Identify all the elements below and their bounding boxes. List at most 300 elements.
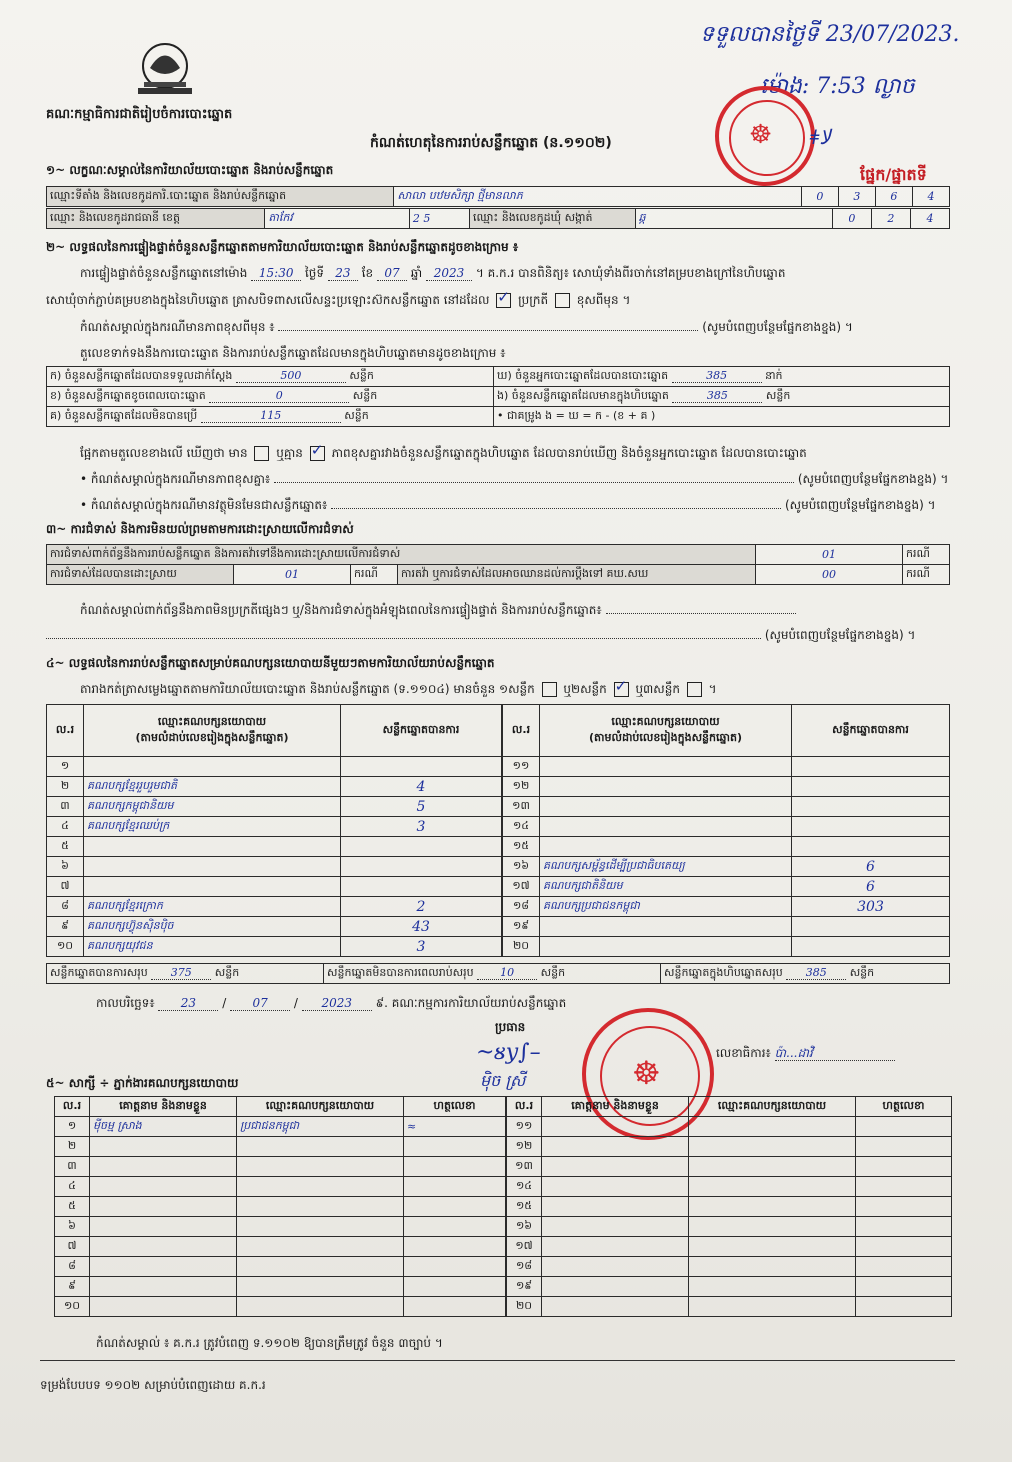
row-number: ១៧ [507, 1237, 542, 1257]
table-row [507, 1217, 952, 1237]
diff-label: ខុសពីមុន [576, 293, 619, 307]
unit-label: ផ្នែក/ផ្នាតទី [860, 165, 927, 184]
witness-signature [404, 1197, 506, 1217]
table-row [47, 837, 502, 857]
discrepancy-label: ផ្អែកតាមតួលេខខាងលើ ឃើញថា មាន [80, 446, 248, 460]
figure-c-label: គ) ចំនួនសន្លឹកឆ្នោតដែលមិនបានប្រើ [50, 408, 198, 422]
party-votes: 3 [341, 817, 502, 837]
witness-party [237, 1217, 404, 1237]
discrepancy-desc: ភាពខុសគ្នារវាងចំនួនសន្លឹកឆ្នោតក្នុងហិបឆ្នោត ដែលបានរាប់ឃើញ និងចំនួនអ្នកបោះឆ្នោត ដែលបានបោះឆ្នោត [331, 446, 807, 460]
table-row [507, 1157, 952, 1177]
witness-signature [856, 1237, 952, 1257]
party-votes [792, 817, 950, 837]
row-number: ១ [47, 757, 84, 777]
results-col-no: ល.រ [47, 705, 84, 757]
province-label: ឈ្មោះ និងលេខកូដរាជធានី ខេត្ត [47, 209, 265, 229]
party-name [540, 917, 792, 937]
witness-party [689, 1157, 856, 1177]
figure-b-value: 0 [209, 389, 349, 403]
results-col-no: ល.រ [503, 705, 540, 757]
section5-heading: ៥~ សាក្សី ÷ ភ្នាក់ងារគណបក្សនយោបាយ [46, 1076, 239, 1090]
row-number: ១១ [503, 757, 540, 777]
seal-line: សោឃុំចាក់ភ្ជាប់គម្របខាងក្នុងនៃហិបឆ្នោត ត្រាសបិទពាសលើសន្ទះប្រឡោះស៊កសន្លឹកឆ្នោត នៅដដែល ✓ ប្រក្រតី ខុសពីមុន ។ [46, 293, 630, 308]
results-col-party [84, 705, 341, 757]
table-row [47, 917, 502, 937]
commune-code-digit: 2 [871, 209, 910, 229]
verify-day: 23 [328, 266, 358, 281]
total-invalid-label: សន្លឹកឆ្នោតមិនបានការពេលរាប់សរុប [327, 965, 474, 979]
col-party-sub: (តាមលំដាប់លេខរៀងក្នុងសន្លឹកឆ្នោត) [589, 730, 742, 744]
figure-d-label: ឃ) ចំនួនអ្នកបោះឆ្នោតដែលបានបោះឆ្នោត [497, 368, 669, 382]
row-number: ៥ [55, 1197, 90, 1217]
date-year: 2023 [302, 996, 372, 1011]
party-votes [792, 837, 950, 857]
party-votes: 3 [341, 937, 502, 957]
party-name [540, 837, 792, 857]
irregularity-field[interactable] [606, 613, 796, 614]
witness-col-name: គោត្តនាម និងនាមខ្លួន [542, 1097, 689, 1117]
party-name: គណបក្សយុវជន [84, 937, 341, 957]
witness-name [542, 1297, 689, 1317]
verification-text-c: ខែ [361, 266, 374, 280]
table-row [503, 937, 950, 957]
witness-party [237, 1237, 404, 1257]
figure-d-unit: នាក់ [765, 368, 783, 382]
table-row [507, 1137, 952, 1157]
date-line: កាលបរិច្ឆេទ៖ 23 / 07 / 2023 ៩. គណៈកម្មការការិយាល័យរាប់សន្លឹកឆ្នោត [96, 996, 567, 1010]
difference-note-hint: (សូមបំពេញបន្ថែមផ្នែកខាងខ្នង) ។ [702, 320, 853, 334]
party-votes [792, 937, 950, 957]
irregularity-note [80, 603, 796, 617]
row-number: ២០ [503, 937, 540, 957]
witness-signature [404, 1257, 506, 1277]
received-time: ម៉ោង: 7:53 ល្ងាច [760, 74, 915, 99]
has-discrepancy-checkbox[interactable] [254, 446, 269, 461]
verify-time: 15:30 [251, 266, 301, 281]
appeal-label: ការតវ៉ា ឬការជំទាស់ដែលអាចឈានដល់ការប្ដឹងទៅ គឃ.សឃ [398, 565, 756, 585]
witness-name [542, 1157, 689, 1177]
one-sheet-checkbox[interactable] [542, 682, 557, 697]
location-value: សាលា បឋមសិក្សា ថ្មីមានលាភ [394, 187, 801, 207]
row-number: ៨ [47, 897, 84, 917]
table-row [47, 897, 502, 917]
official-stamp-bottom: ☸ [582, 1008, 714, 1140]
foreign-object-line [80, 498, 936, 512]
row-number: ១ [55, 1117, 90, 1137]
total-valid [47, 964, 324, 984]
figure-a [47, 367, 494, 387]
figures-intro: តួលេខទាក់ទងនឹងការបោះឆ្នោត និងការរាប់សន្លឹកឆ្នោតដែលមានក្នុងហិបឆ្នោតមានដូចខាងក្រោម ៖ [80, 346, 506, 360]
verify-month: 07 [377, 266, 407, 281]
witness-signature [404, 1217, 506, 1237]
row-number: ៨ [55, 1257, 90, 1277]
witness-table-left [54, 1096, 506, 1317]
party-name [84, 857, 341, 877]
secretary-signature: ប៉ា...ដាវិ [775, 1046, 895, 1061]
table-row [503, 917, 950, 937]
appeal-value: 00 [756, 565, 903, 585]
witness-party [237, 1157, 404, 1177]
witness-signature [856, 1177, 952, 1197]
section3-heading: ៣~ ការជំទាស់ និងការមិនយល់ព្រមតាមការដោះស្រាយលើការជំទាស់ [46, 522, 354, 536]
witness-name [90, 1237, 237, 1257]
province-code: 2 5 [409, 209, 469, 229]
committee-sign-label: ៩. គណៈកម្មការការិយាល័យរាប់សន្លឹកឆ្នោត [375, 996, 567, 1010]
total-valid-unit: សន្លឹក [214, 965, 240, 979]
party-votes [792, 777, 950, 797]
row-number: ២ [55, 1137, 90, 1157]
table-row [55, 1197, 506, 1217]
row-number: ១០ [55, 1297, 90, 1317]
row-number: ១៩ [507, 1277, 542, 1297]
row-number: ១៥ [507, 1197, 542, 1217]
party-votes: 303 [792, 897, 950, 917]
witness-signature [856, 1157, 952, 1177]
witness-col-sign: ហត្ថលេខា [856, 1097, 952, 1117]
witness-name [542, 1137, 689, 1157]
resolved-unit: ករណី [351, 565, 398, 585]
province-value: តាកែវ [265, 209, 410, 229]
witness-party [689, 1257, 856, 1277]
total-invalid-unit: សន្លឹក [540, 965, 566, 979]
col-party-title: ឈ្មោះគណបក្សនយោបាយ [157, 714, 267, 728]
chair-name-handwritten: ម៉ិច ស្រី [480, 1071, 526, 1090]
witness-party [237, 1177, 404, 1197]
no-discrepancy-checkbox[interactable] [310, 446, 325, 461]
witness-party [689, 1197, 856, 1217]
code-digit: 6 [875, 187, 912, 207]
witness-party [689, 1237, 856, 1257]
witness-col-sign: ហត្ថលេខា [404, 1097, 506, 1117]
table-row [55, 1217, 506, 1237]
table-row [55, 1297, 506, 1317]
witness-name [90, 1277, 237, 1297]
table-row [507, 1277, 952, 1297]
col-party-sub: (តាមលំដាប់លេខរៀងក្នុងសន្លឹកឆ្នោត) [135, 730, 289, 744]
commune-label: ឈ្មោះ និងលេខកូដឃុំ សង្កាត់ [470, 209, 636, 229]
witness-party [689, 1277, 856, 1297]
location-label: ឈ្មោះទីតាំង និងលេខកូដការិ.បោះឆ្នោត និងរាប់សន្លឹកឆ្នោត [47, 187, 394, 207]
row-number: ១២ [503, 777, 540, 797]
witness-party [689, 1297, 856, 1317]
total-invalid [324, 964, 661, 984]
witness-party [237, 1297, 404, 1317]
figure-c-value: 115 [201, 409, 341, 423]
total-invalid-value: 10 [477, 966, 537, 980]
table-row [47, 757, 502, 777]
table-row [503, 817, 950, 837]
results-table-left [46, 704, 502, 957]
witness-signature [856, 1217, 952, 1237]
appeal-unit: ករណី [903, 565, 950, 585]
table-row [507, 1197, 952, 1217]
complaints-value: 01 [756, 545, 903, 565]
results-table-right [502, 704, 950, 957]
table-row [503, 897, 950, 917]
witness-col-party: ឈ្មោះគណបក្សនយោបាយ [689, 1097, 856, 1117]
row-number: ៩ [47, 917, 84, 937]
secretary-label: លេខាធិការ [716, 1046, 766, 1060]
table-row [503, 857, 950, 877]
total-box [661, 964, 950, 984]
witness-signature [404, 1177, 506, 1197]
witness-name [542, 1217, 689, 1237]
two-sheet-checkbox[interactable] [614, 682, 629, 697]
witness-name [90, 1257, 237, 1277]
form-title: កំណត់ហេតុនៃការរាប់សន្លឹកឆ្នោត (ន.១១០២) [370, 135, 612, 151]
row-number: ១៨ [507, 1257, 542, 1277]
table-row [507, 1297, 952, 1317]
table-row [55, 1237, 506, 1257]
party-votes [792, 917, 950, 937]
row-number: ១៣ [503, 797, 540, 817]
witness-signature [404, 1297, 506, 1317]
table-row [47, 797, 502, 817]
row-number: ១៥ [503, 837, 540, 857]
same-checkbox[interactable] [496, 293, 511, 308]
table-row [47, 777, 502, 797]
party-votes: 4 [341, 777, 502, 797]
table-row [503, 877, 950, 897]
witness-party: ប្រជាជនកម្ពុជា [237, 1117, 404, 1137]
figure-e-unit: សន្លឹក [765, 388, 791, 402]
verification-text-b: ថ្ងៃទី [305, 266, 325, 280]
commune-code-digit: 0 [832, 209, 871, 229]
complaints-unit: ករណី [903, 545, 950, 565]
complaints-label: ការជំទាស់ពាក់ព័ន្ធនឹងការរាប់សន្លឹកឆ្នោត និងការតវ៉ាទៅនឹងការដោះស្រាយលើការជំទាស់ [47, 545, 756, 565]
party-name [540, 937, 792, 957]
row-number: ៩ [55, 1277, 90, 1297]
witness-name [542, 1237, 689, 1257]
verification-line [80, 266, 785, 281]
foreign-object-hint: (សូមបំពេញបន្ថែមផ្នែកខាងខ្នង) ។ [784, 498, 936, 512]
witness-signature: ≈ [404, 1117, 506, 1137]
row-number: ៤ [55, 1177, 90, 1197]
row-number: ១៤ [507, 1177, 542, 1197]
same-label: ប្រក្រតី [518, 293, 549, 307]
section1-heading: ១~ លក្ខណៈសម្គាល់នៃការិយាល័យបោះឆ្នោត និងរាប់សន្លឹកឆ្នោត [46, 163, 334, 177]
resolved-label: ការជំទាស់ដែលបានដោះស្រាយ [47, 565, 234, 585]
party-votes: 6 [792, 857, 950, 877]
party-votes [792, 757, 950, 777]
witness-col-name: គោត្តនាម និងនាមខ្លួន [90, 1097, 237, 1117]
diff-checkbox[interactable] [555, 293, 570, 308]
witness-party [689, 1117, 856, 1137]
row-number: ៥ [47, 837, 84, 857]
witness-name [90, 1177, 237, 1197]
table-row [503, 837, 950, 857]
two-sheet-label: ឬ២សន្លឹក [563, 682, 607, 696]
discrepancy-line [80, 446, 807, 461]
row-number: ១៣ [507, 1157, 542, 1177]
party-name [540, 777, 792, 797]
figure-e-label: ង) ចំនួនសន្លឹកឆ្នោតដែលមានក្នុងហិបឆ្នោត [497, 388, 669, 402]
party-name: គណបក្សកម្ពុជានិយម [84, 797, 341, 817]
table-row [55, 1117, 506, 1137]
party-name [540, 757, 792, 777]
row-number: ១៦ [507, 1217, 542, 1237]
table-row [47, 817, 502, 837]
discrepancy-note-field[interactable] [274, 482, 794, 483]
party-name: គណបក្សជាតិនិយម [540, 877, 792, 897]
witness-party [237, 1257, 404, 1277]
party-votes [341, 857, 502, 877]
figure-c-unit: សន្លឹក [344, 408, 369, 422]
party-votes [341, 757, 502, 777]
figure-b-unit: សន្លឹក [352, 388, 378, 402]
witness-signature [856, 1137, 952, 1157]
results-col-votes: សន្លឹកឆ្នោតបានការ [792, 705, 950, 757]
witness-signature [856, 1257, 952, 1277]
date-month: 07 [230, 996, 290, 1011]
party-name: គណបក្សសម្ព័ន្ធដើម្បីប្រជាធិបតេយ្យ [540, 857, 792, 877]
verification-text-e: ។ គ.ក.រ បានពិនិត្យ៖ សោឃុំទាំងពីរចាក់នៅគម្របខាងក្រៅនៃហិបឆ្នោត [475, 266, 786, 280]
table-row [503, 797, 950, 817]
chair-signature: ~ᴕy∫– [476, 1040, 541, 1065]
row-number: ៦ [47, 857, 84, 877]
figure-e [494, 387, 950, 407]
row-number: ៣ [47, 797, 84, 817]
row-number: ១១ [507, 1117, 542, 1137]
figure-e-value: 385 [672, 389, 762, 403]
row-number: ១២ [507, 1137, 542, 1157]
divider [40, 1360, 955, 1361]
figure-a-value: 500 [236, 369, 346, 383]
party-votes: 6 [792, 877, 950, 897]
witness-party [689, 1217, 856, 1237]
table-row [507, 1257, 952, 1277]
row-number: ២០ [507, 1297, 542, 1317]
complaints-table [46, 544, 950, 585]
figure-a-label: ក) ចំនួនសន្លឹកឆ្នោតដែលបានទទួលដាក់ស្តែង [50, 368, 233, 382]
witness-name [90, 1157, 237, 1177]
witness-col-no: ល.រ [55, 1097, 90, 1117]
date-day: 23 [158, 996, 218, 1011]
total-valid-label: សន្លឹកឆ្នោតបានការសរុប [50, 965, 148, 979]
figure-b [47, 387, 494, 407]
party-name: គណបក្សខ្មែរឈប់ក្រ [84, 817, 341, 837]
verification-text-a: ការផ្ទៀងផ្ទាត់ចំនួនសន្លឹកឆ្នោតនៅម៉ោង [80, 266, 248, 280]
witness-col-no: ល.រ [507, 1097, 542, 1117]
party-name [84, 877, 341, 897]
witness-signature [856, 1297, 952, 1317]
tally-sheet-line: តារាងកត់ត្រាសម្លេងឆ្នោតតាមការិយាល័យបោះឆ្នោត និងរាប់សន្លឹកឆ្នោត (ទ.១១០៤) មានចំនួន ១សន្លឹក ឬ២សន្លឹក ✓ ឬ៣សន្លឹក ។ [80, 682, 717, 697]
committee-name: គណៈកម្មាធិការជាតិរៀបចំការបោះឆ្នោត [46, 107, 233, 122]
irregularity-hint: (សូមបំពេញបន្ថែមផ្នែកខាងខ្នង) ។ [764, 628, 916, 642]
received-note: ទទួលបានថ្ងៃទី 23/07/2023. [700, 22, 960, 47]
table-row [503, 757, 950, 777]
table-row [55, 1257, 506, 1277]
witness-party [237, 1197, 404, 1217]
figure-a-unit: សន្លឹក [349, 368, 374, 382]
section2-heading: ២~ លទ្ធផលនៃការផ្ទៀងផ្ទាត់ចំនួនសន្លឹកឆ្នោតតាមការិយាល័យបោះឆ្នោត និងរាប់សន្លឹកឆ្នោតដូចខាងក្រោម ៖ [46, 240, 519, 254]
table-row [507, 1177, 952, 1197]
party-votes [792, 797, 950, 817]
row-number: ១៤ [503, 817, 540, 837]
section4-heading: ៤~ លទ្ធផលនៃការរាប់សន្លឹកឆ្នោតសម្រាប់គណបក្សនយោបាយនីមួយៗតាមការិយាល័យរាប់សន្លឹកឆ្នោត [46, 656, 495, 670]
witness-signature [856, 1277, 952, 1297]
table-row [55, 1157, 506, 1177]
figure-d-value: 385 [672, 369, 762, 383]
row-number: ៧ [55, 1237, 90, 1257]
witness-name [542, 1177, 689, 1197]
witness-party [689, 1177, 856, 1197]
witness-name [90, 1297, 237, 1317]
section1-table-row2 [46, 208, 950, 229]
party-votes: 2 [341, 897, 502, 917]
witness-name [90, 1137, 237, 1157]
difference-note-label: កំណត់សម្គាល់ក្នុងករណីមានភាពខុសពីមុន ៖ [80, 320, 275, 334]
party-name: គណបក្សខ្មែរក្រោក [84, 897, 341, 917]
difference-note-field[interactable] [278, 330, 698, 331]
table-row [55, 1277, 506, 1297]
witness-name [542, 1277, 689, 1297]
three-sheet-label: ឬ៣សន្លឹក [635, 682, 680, 696]
witness-name: ម៉ីចម្ម ស្រាង [90, 1117, 237, 1137]
total-box-label: សន្លឹកឆ្នោតក្នុងហិបឆ្នោតសរុប [664, 965, 783, 979]
total-box-value: 385 [786, 966, 846, 980]
party-name [84, 837, 341, 857]
table-row [55, 1177, 506, 1197]
commune-value: ឆ្ក [635, 209, 832, 229]
witness-signature [404, 1237, 506, 1257]
witness-signature [856, 1197, 952, 1217]
chair-label: ប្រធាន [495, 1020, 526, 1034]
no-discrepancy-label: ឬគ្មាន [276, 446, 303, 460]
row-number: ១៩ [503, 917, 540, 937]
discrepancy-note-line [80, 472, 948, 486]
row-number: ២ [47, 777, 84, 797]
foreign-object-label: • កំណត់សម្គាល់ក្នុងករណីមានវត្ថុមិនមែនជាសន្លឹកឆ្នោត៖ [80, 498, 328, 512]
results-col-votes: សន្លឹកឆ្នោតបានការ [341, 705, 502, 757]
witness-name [542, 1257, 689, 1277]
discrepancy-note-hint: (សូមបំពេញបន្ថែមផ្នែកខាងខ្នង) ។ [797, 472, 949, 486]
resolved-value: 01 [234, 565, 351, 585]
irregularity-note-label: កំណត់សម្គាល់ពាក់ព័ន្ធនឹងភាពមិនប្រក្រតីផ្សេងៗ ឬ/និងការជំទាស់ក្នុងអំឡុងពេលនៃការផ្ទៀងផ្ទាត់ និងការរាប់សន្លឹកឆ្នោត៖ [80, 603, 602, 617]
row-number: ៦ [55, 1217, 90, 1237]
witness-signature [404, 1137, 506, 1157]
totals-row [46, 963, 950, 984]
witness-party [689, 1137, 856, 1157]
tally-note: តារាងកត់ត្រាសម្លេងឆ្នោតតាមការិយាល័យបោះឆ្នោត និងរាប់សន្លឹកឆ្នោត (ទ.១១០៤) មានចំនួន ១សន្លឹក [80, 682, 535, 696]
foreign-object-field[interactable] [331, 508, 781, 509]
verify-year: 2023 [426, 266, 472, 281]
nec-emblem [130, 38, 200, 100]
figure-d [494, 367, 950, 387]
irregularity-field-2[interactable] [46, 638, 761, 639]
witness-signature [404, 1277, 506, 1297]
row-number: ១៦ [503, 857, 540, 877]
code-digit: 3 [838, 187, 875, 207]
party-name: គណបក្សប្រជាជនកម្ពុជា [540, 897, 792, 917]
signature-top: ǂﻻ [810, 125, 831, 149]
three-sheet-checkbox[interactable] [687, 682, 702, 697]
total-box-unit: សន្លឹក [849, 965, 875, 979]
witness-col-party: ឈ្មោះគណបក្សនយោបាយ [237, 1097, 404, 1117]
witness-name [542, 1117, 689, 1137]
table-row [503, 777, 950, 797]
col-party-title: ឈ្មោះគណបក្សនយោបាយ [611, 714, 720, 728]
witness-signature [856, 1117, 952, 1137]
results-col-party [540, 705, 792, 757]
witness-name [90, 1217, 237, 1237]
commune-code-digit: 4 [910, 209, 949, 229]
party-name: គណបក្សហ៊្វុនស៊ិនប៉ិច [84, 917, 341, 937]
party-name: គណបក្សខ្មែររួបរួមជាតិ [84, 777, 341, 797]
verification-text-d: ឆ្នាំ [410, 266, 423, 280]
code-digit: 4 [912, 187, 949, 207]
table-row [47, 857, 502, 877]
